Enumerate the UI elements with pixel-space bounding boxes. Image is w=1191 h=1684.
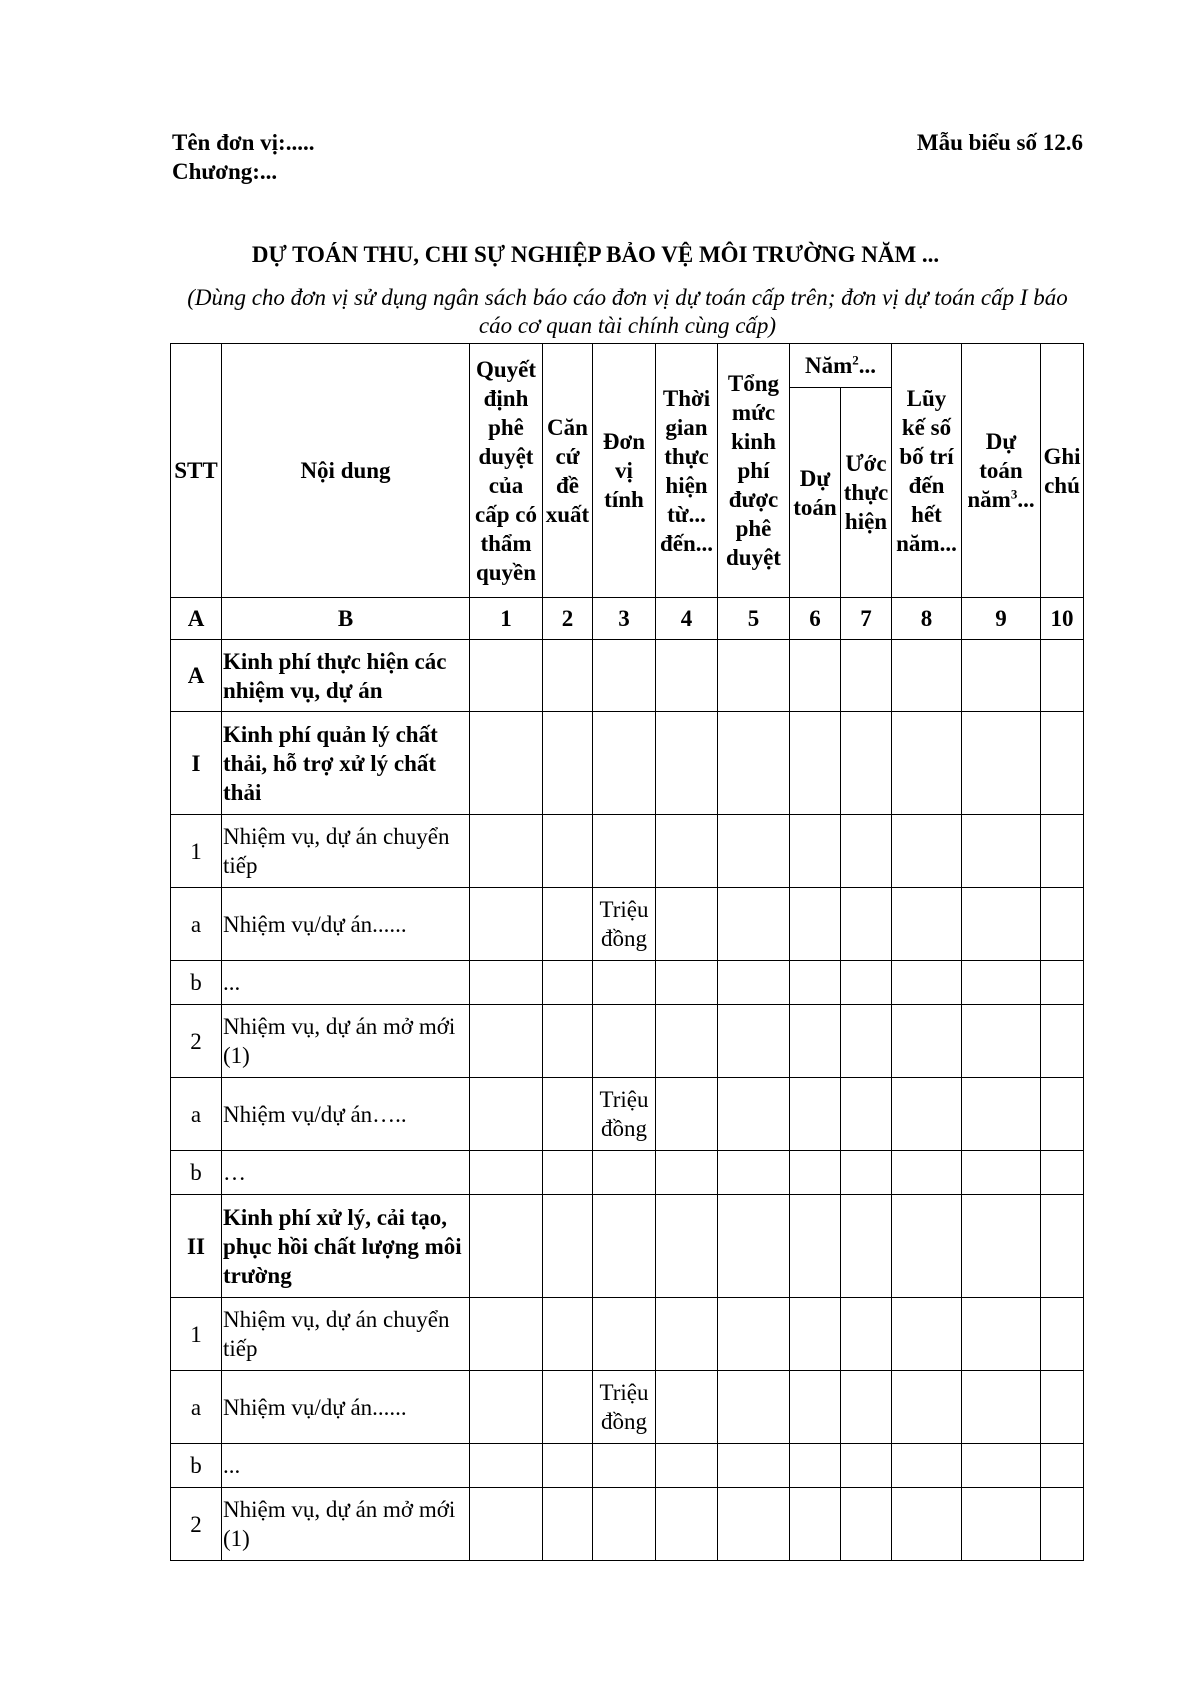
row-unit [593,1444,656,1488]
empty-cell [841,1005,892,1078]
empty-cell [656,1078,718,1151]
empty-cell [892,1151,962,1195]
empty-cell [892,712,962,815]
empty-cell [656,1444,718,1488]
header-decision: Quyết định phê duyệt của cấp có thẩm quyền [470,344,543,598]
empty-cell [790,1151,841,1195]
empty-cell [543,1298,593,1371]
empty-cell [962,1488,1041,1561]
row-stt: b [171,1444,222,1488]
empty-cell [841,888,892,961]
empty-cell [790,1444,841,1488]
empty-cell [892,1488,962,1561]
table-row [171,1444,1084,1488]
empty-cell [892,1371,962,1444]
empty-cell [1041,640,1084,712]
empty-cell [1041,1444,1084,1488]
form-number: Mẫu biểu số 12.6 [916,130,1083,155]
empty-cell [892,1005,962,1078]
empty-cell [718,1298,790,1371]
row-unit [593,712,656,815]
empty-cell [790,1488,841,1561]
row-content: Kinh phí xử lý, cải tạo, phục hồi chất lượng môi trường [222,1195,470,1298]
empty-cell [790,640,841,712]
empty-cell [718,1371,790,1444]
empty-cell [790,1371,841,1444]
row-unit [593,1488,656,1561]
col-num: 2 [543,598,593,640]
header-year: Năm$^2$... [790,344,892,388]
empty-cell [962,1298,1041,1371]
row-stt: 2 [171,1005,222,1078]
col-num: 8 [892,598,962,640]
row-unit [593,1298,656,1371]
empty-cell [1041,1298,1084,1371]
empty-cell [790,712,841,815]
empty-cell [841,1078,892,1151]
empty-cell [841,1151,892,1195]
empty-cell [841,1195,892,1298]
header-left [172,128,314,186]
empty-cell [1041,1005,1084,1078]
row-content: Nhiệm vụ, dự án mở mới (1) [222,1488,470,1561]
header-total: Tổng mức kinh phí được phê duyệt [718,344,790,598]
empty-cell [1041,1151,1084,1195]
col-num: 1 [470,598,543,640]
chapter: Chương:... [172,159,278,184]
row-content: Kinh phí quản lý chất thải, hỗ trợ xử lý chất thải [222,712,470,815]
header-actual: Ước thực hiện [841,388,892,598]
empty-cell [656,815,718,888]
row-content: Nhiệm vụ/dự án...... [222,888,470,961]
empty-cell [790,961,841,1005]
empty-cell [470,1005,543,1078]
empty-cell [892,1195,962,1298]
empty-cell [892,961,962,1005]
empty-cell [543,1488,593,1561]
empty-cell [962,1151,1041,1195]
empty-cell [1041,815,1084,888]
empty-cell [656,1151,718,1195]
empty-cell [656,640,718,712]
empty-cell [962,712,1041,815]
empty-cell [543,1151,593,1195]
empty-cell [718,1195,790,1298]
row-content: Kinh phí thực hiện các nhiệm vụ, dự án [222,640,470,712]
row-stt: II [171,1195,222,1298]
col-num: 6 [790,598,841,640]
empty-cell [1041,1371,1084,1444]
empty-cell [892,1298,962,1371]
empty-cell [656,961,718,1005]
header-cumulative: Lũy kế số bố trí đến hết năm... [892,344,962,598]
empty-cell [470,1151,543,1195]
header-period: Thời gian thực hiện từ... đến... [656,344,718,598]
empty-cell [1041,1195,1084,1298]
empty-cell [841,815,892,888]
row-unit [593,1195,656,1298]
empty-cell [841,1444,892,1488]
empty-cell [470,712,543,815]
empty-cell [1041,961,1084,1005]
empty-cell [470,1195,543,1298]
document-title: DỰ TOÁN THU, CHI SỰ NGHIỆP BẢO VỆ MÔI TRƯỜNG NĂM ... [251,242,940,267]
header-next-estimate: Dự toán năm$^3$... [962,344,1041,598]
empty-cell [470,961,543,1005]
empty-cell [718,640,790,712]
row-stt: a [171,1371,222,1444]
empty-cell [841,640,892,712]
empty-cell [543,1444,593,1488]
empty-cell [718,712,790,815]
row-unit: Triệu đồng [593,1371,656,1444]
empty-cell [470,1371,543,1444]
col-num: 7 [841,598,892,640]
empty-cell [543,961,593,1005]
document-subtitle: (Dùng cho đơn vị sử dụng ngân sách báo cáo đơn vị dự toán cấp trên; đơn vị dự toán cấp I báo cáo cơ quan tài chính cùng cấp) [187,285,1068,338]
col-num: 9 [962,598,1041,640]
empty-cell [718,1488,790,1561]
empty-cell [656,712,718,815]
empty-cell [841,961,892,1005]
empty-cell [790,815,841,888]
empty-cell [470,1298,543,1371]
header-unit: Đơn vị tính [593,344,656,598]
empty-cell [656,1371,718,1444]
estimate-table [170,343,1084,1561]
header-stt: STT [171,344,222,598]
empty-cell [790,1298,841,1371]
empty-cell [543,640,593,712]
table-row [171,1371,1084,1444]
row-content: Nhiệm vụ, dự án chuyển tiếp [222,1298,470,1371]
empty-cell [470,815,543,888]
row-stt: b [171,1151,222,1195]
table-row [171,1078,1084,1151]
empty-cell [962,1371,1041,1444]
row-unit [593,1005,656,1078]
header-estimate: Dự toán [790,388,841,598]
row-unit: Triệu đồng [593,1078,656,1151]
empty-cell [1041,1488,1084,1561]
header-basis: Căn cứ đề xuất [543,344,593,598]
row-unit: Triệu đồng [593,888,656,961]
col-num: A [171,598,222,640]
row-content: ... [222,1444,470,1488]
empty-cell [892,1078,962,1151]
row-content: Nhiệm vụ, dự án chuyển tiếp [222,815,470,888]
empty-cell [892,815,962,888]
row-stt: 1 [171,1298,222,1371]
empty-cell [962,815,1041,888]
row-content: ... [222,961,470,1005]
header-content: Nội dung [222,344,470,598]
empty-cell [656,1005,718,1078]
table-row [171,815,1084,888]
table-body [171,598,1084,1561]
empty-cell [841,1298,892,1371]
header-note: Ghi chú [1041,344,1084,598]
row-stt: a [171,888,222,961]
empty-cell [543,1371,593,1444]
empty-cell [962,1078,1041,1151]
row-stt: b [171,961,222,1005]
empty-cell [962,640,1041,712]
col-num: 10 [1041,598,1084,640]
table-row [171,1298,1084,1371]
empty-cell [656,888,718,961]
empty-cell [718,961,790,1005]
col-num: 5 [718,598,790,640]
row-content: Nhiệm vụ/dự án….. [222,1078,470,1151]
table-row [171,1005,1084,1078]
empty-cell [892,888,962,961]
empty-cell [841,712,892,815]
empty-cell [1041,1078,1084,1151]
row-content: Nhiệm vụ, dự án mở mới (1) [222,1005,470,1078]
empty-cell [790,1078,841,1151]
row-content: Nhiệm vụ/dự án...... [222,1371,470,1444]
empty-cell [1041,712,1084,815]
empty-cell [470,1444,543,1488]
empty-cell [470,1488,543,1561]
empty-cell [470,1078,543,1151]
row-stt: a [171,1078,222,1151]
row-stt: I [171,712,222,815]
col-num: 4 [656,598,718,640]
empty-cell [790,888,841,961]
empty-cell [718,1005,790,1078]
empty-cell [543,888,593,961]
table-row [171,1488,1084,1561]
empty-cell [790,1195,841,1298]
empty-cell [962,1195,1041,1298]
empty-cell [656,1488,718,1561]
row-unit [593,640,656,712]
row-unit [593,815,656,888]
empty-cell [1041,888,1084,961]
table-row [171,961,1084,1005]
empty-cell [718,815,790,888]
empty-cell [962,1444,1041,1488]
empty-cell [718,1444,790,1488]
row-stt: 2 [171,1488,222,1561]
table-row [171,1195,1084,1298]
empty-cell [543,712,593,815]
empty-cell [841,1488,892,1561]
empty-cell [718,888,790,961]
table-header [171,344,1084,598]
column-number-row [171,598,1084,640]
empty-cell [470,640,543,712]
row-unit [593,961,656,1005]
row-content: … [222,1151,470,1195]
empty-cell [543,1005,593,1078]
empty-cell [543,1195,593,1298]
empty-cell [543,1078,593,1151]
empty-cell [718,1151,790,1195]
empty-cell [892,640,962,712]
row-stt: 1 [171,815,222,888]
empty-cell [470,888,543,961]
col-num: 3 [593,598,656,640]
empty-cell [718,1078,790,1151]
empty-cell [656,1298,718,1371]
empty-cell [841,1371,892,1444]
empty-cell [962,961,1041,1005]
table-row [171,888,1084,961]
table-row [171,640,1084,712]
empty-cell [656,1195,718,1298]
empty-cell [962,888,1041,961]
empty-cell [790,1005,841,1078]
row-unit [593,1151,656,1195]
empty-cell [962,1005,1041,1078]
table-row [171,1151,1084,1195]
empty-cell [543,815,593,888]
unit-name: Tên đơn vị:..... [172,130,315,155]
table-row [171,712,1084,815]
empty-cell [892,1444,962,1488]
col-num: B [222,598,470,640]
row-stt: A [171,640,222,712]
